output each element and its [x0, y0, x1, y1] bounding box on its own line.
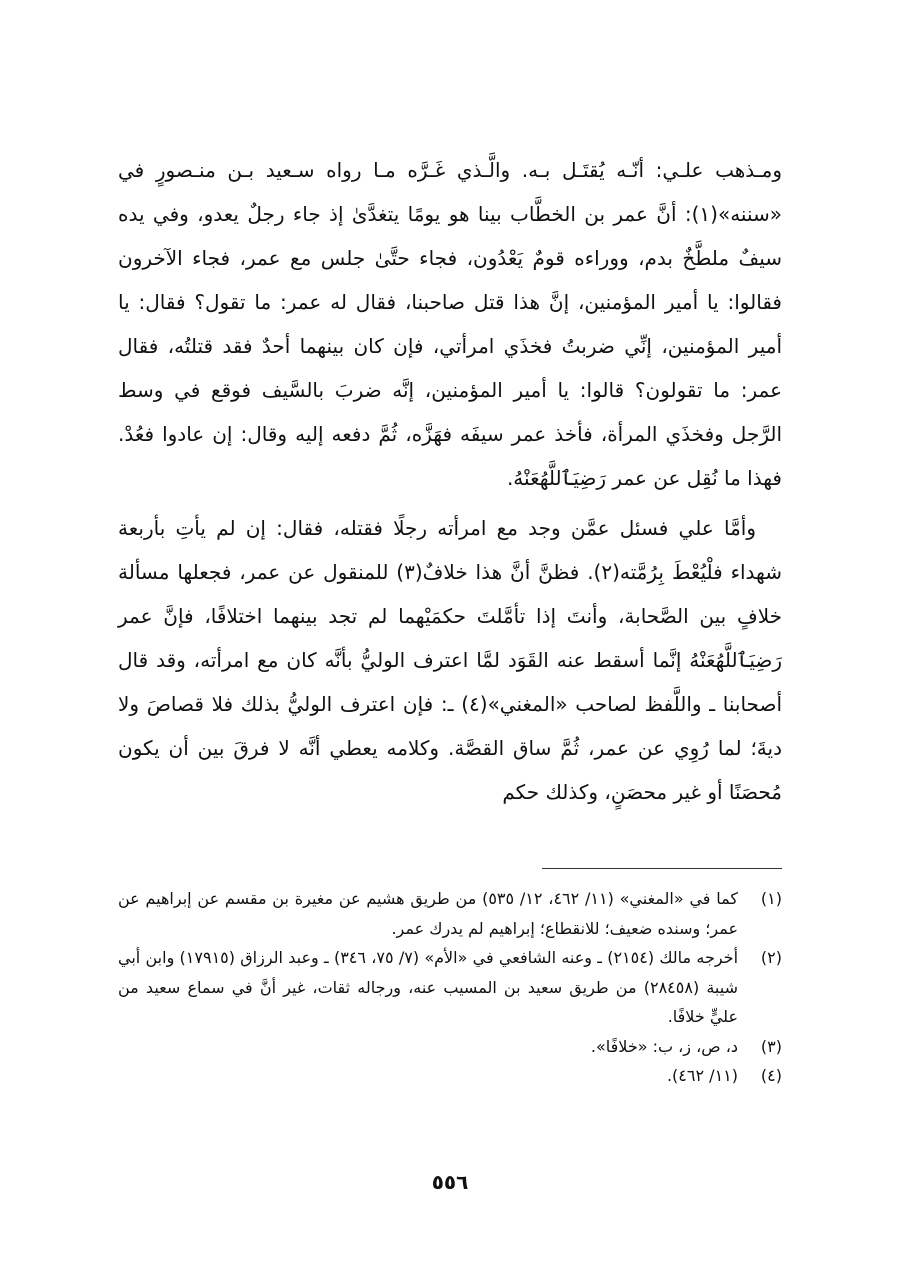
footnote-text: د، ص، ز، ب: «خلافًا». [590, 1036, 738, 1056]
footnote-text: أخرجه مالك (٢١٥٤) ـ وعنه الشافعي في «الأم» (٧/ ٧٥، ٣٤٦) ـ وعبد الرزاق (١٧٩١٥) وابن أبي شيبة (٢٨٤٥٨) من طريق سعيد بن المسيب عنه، ورجاله ثقات، غير أنَّ في سماع سعيد من عليٍّ خلافًا. [118, 948, 739, 1026]
footnote-3 [118, 1032, 782, 1062]
footnote-number: (١) [760, 889, 782, 908]
footnote-number: (٣) [760, 1036, 782, 1056]
footnote-4 [118, 1061, 782, 1091]
footnote-number: (٢) [760, 948, 782, 967]
footnote-text: (١١/ ٤٦٢). [666, 1066, 738, 1085]
paragraph-1: ومـذهب علـي: أنّـه يُقتَـل بـه. والَّـذي غَـرَّه مـا رواه سـعيد بـن منـصورٍ في «سننه»(١): أنَّ عمر بن الخطَّاب بينا هو يومًا يتغدَّىٰ إذ جاء رجلٌ يعدو، وفي يده سيفٌ ملطَّخٌ بدم، ووراءه قومٌ يَعْدُون، فجاء حتَّىٰ جلس مع عمر، فجاء الآخرون فقالوا: يا أمير المؤمنين، إنَّ هذا قتل صاحبنا، فقال له عمر: ما تقول؟ فقال: يا أمير المؤمنين، إنِّي ضربتُ فخذَي امرأتي، فإن كان بينهما أحدٌ فقد قتلتُه، فقال عمر: ما تقولون؟ قالوا: يا أمير المؤمنين، إنَّه ضربَ بالسَّيف فوقع في وسط الرَّجل وفخذَي المرأة، فأخذ عمر سيفَه فهَزَّه، ثُمَّ دفعه إليه وقال: إن عادوا فعُدْ. فهذا ما نُقِل عن عمر رَضِيَٱللَّهُعَنْهُ. [118, 158, 782, 490]
main-text [118, 148, 782, 814]
footnote-number: (٤) [760, 1066, 782, 1085]
paragraph-2: وأمَّا علي فسئل عمَّن وجد مع امرأته رجلًا فقتله، فقال: إن لم يأتِ بأربعة شهداء فلْيُعْطَ بِرُمَّته(٢). فظنَّ أنَّ هذا خلافٌ(٣) للمنقول عن عمر، فجعلها مسألة خلافٍ بين الصَّحابة، وأنتَ إذا تأمَّلتَ حكمَيْهما لم تجد بينهما اختلافًا، فإنَّ عمر رَضِيَٱللَّهُعَنْهُ إنَّما أسقط عنه القَوَد لمَّا اعترف الوليُّ بأنَّه كان مع امرأته، وقد قال أصحابنا ـ واللَّفظ لصاحب «المغني»(٤) ـ: فإن اعترف الوليُّ بذلك فلا قصاصَ ولا ديةَ؛ لما رُوِي عن عمر، ثُمَّ ساق القصَّة. وكلامه يعطي أنَّه لا فرقَ بين أن يكون مُحصَنًا أو غير محصَنٍ، وكذلك حكم [118, 516, 783, 804]
footnotes [118, 884, 782, 1091]
footnote-2 [118, 943, 782, 1032]
footnote-text: كما في «المغني» (١١/ ٤٦٢، ١٢/ ٥٣٥) من طريق هشيم عن مغيرة بن مقسم عن إبراهيم عن عمر؛ وسنده ضعيف؛ للانقطاع؛ إبراهيم لم يدرك عمر. [118, 889, 738, 938]
page-number: ٥٥٦ [431, 1170, 469, 1194]
footnote-1 [118, 884, 782, 943]
footnote-separator [542, 868, 782, 869]
